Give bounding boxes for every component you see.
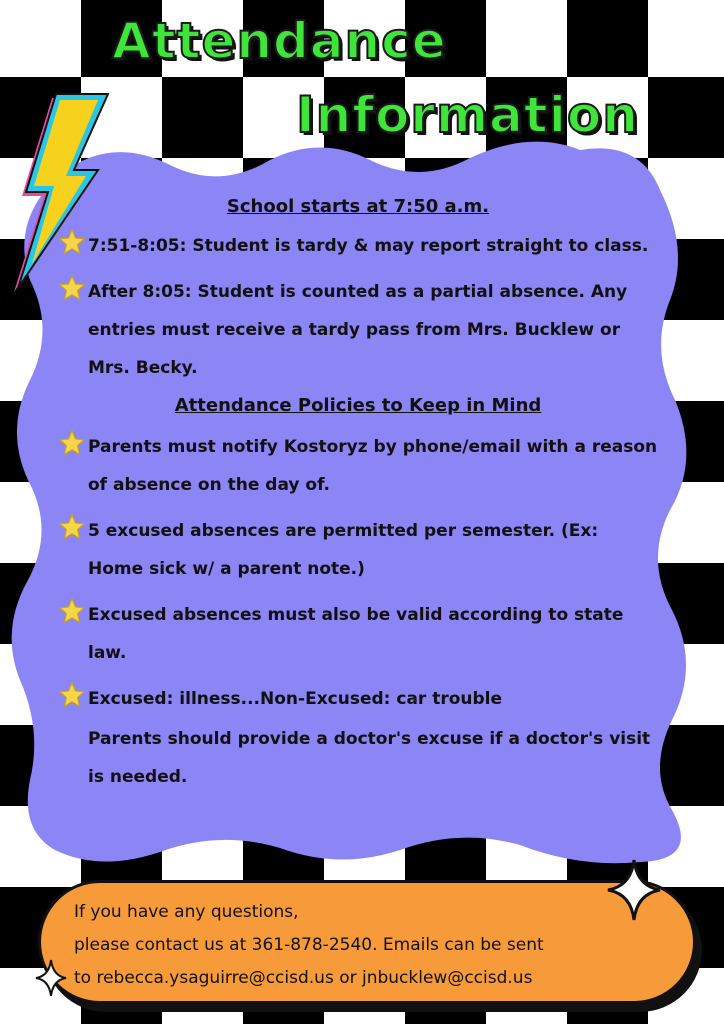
contact-line-2: please contact us at 361-878-2540. Emails can be sent [74, 935, 544, 955]
sparkle-icon [606, 858, 662, 922]
list-item [58, 227, 658, 265]
list-item [58, 512, 658, 588]
list-item [58, 428, 658, 504]
contact-line-1: If you have any questions, [74, 902, 299, 922]
state-law-text: Excused absences must also be valid according to state law. [88, 605, 624, 663]
tardy-rule-text: 7:51-8:05: Student is tardy & may report straight to class. [88, 236, 649, 256]
contact-text [74, 896, 674, 995]
excused-limit-text: 5 excused absences are permitted per semester. (Ex: Home sick w/ a parent note.) [88, 521, 599, 579]
content-area [58, 196, 658, 796]
contact-line-3: to rebecca.ysaguirre@ccisd.us or jnbucklew@ccisd.us [74, 968, 533, 988]
excused-examples-text: Excused: illness...Non-Excused: car trouble [88, 689, 503, 709]
list-item [58, 273, 658, 387]
list-item [58, 596, 658, 672]
star-icon [58, 228, 86, 256]
partial-absence-text: After 8:05: Student is counted as a partial absence. Any entries must receive a tardy pass from Mrs. Bucklew or Mrs. Becky. [88, 282, 628, 378]
star-icon [58, 597, 86, 625]
title-line-2: Information [296, 86, 639, 144]
doctor-note-text: Parents should provide a doctor's excuse if a doctor's visit is needed. [88, 729, 651, 787]
notify-text: Parents must notify Kostoryz by phone/email with a reason of absence on the day of. [88, 437, 658, 495]
policies-heading: Attendance Policies to Keep in Mind [174, 395, 542, 416]
school-start-heading: School starts at 7:50 a.m. [226, 196, 490, 217]
list-item [58, 680, 658, 718]
title-line-1: Attendance [112, 12, 447, 70]
star-icon [58, 513, 86, 541]
sparkle-icon [34, 958, 68, 998]
star-icon [58, 429, 86, 457]
star-icon [58, 681, 86, 709]
star-icon [58, 274, 86, 302]
